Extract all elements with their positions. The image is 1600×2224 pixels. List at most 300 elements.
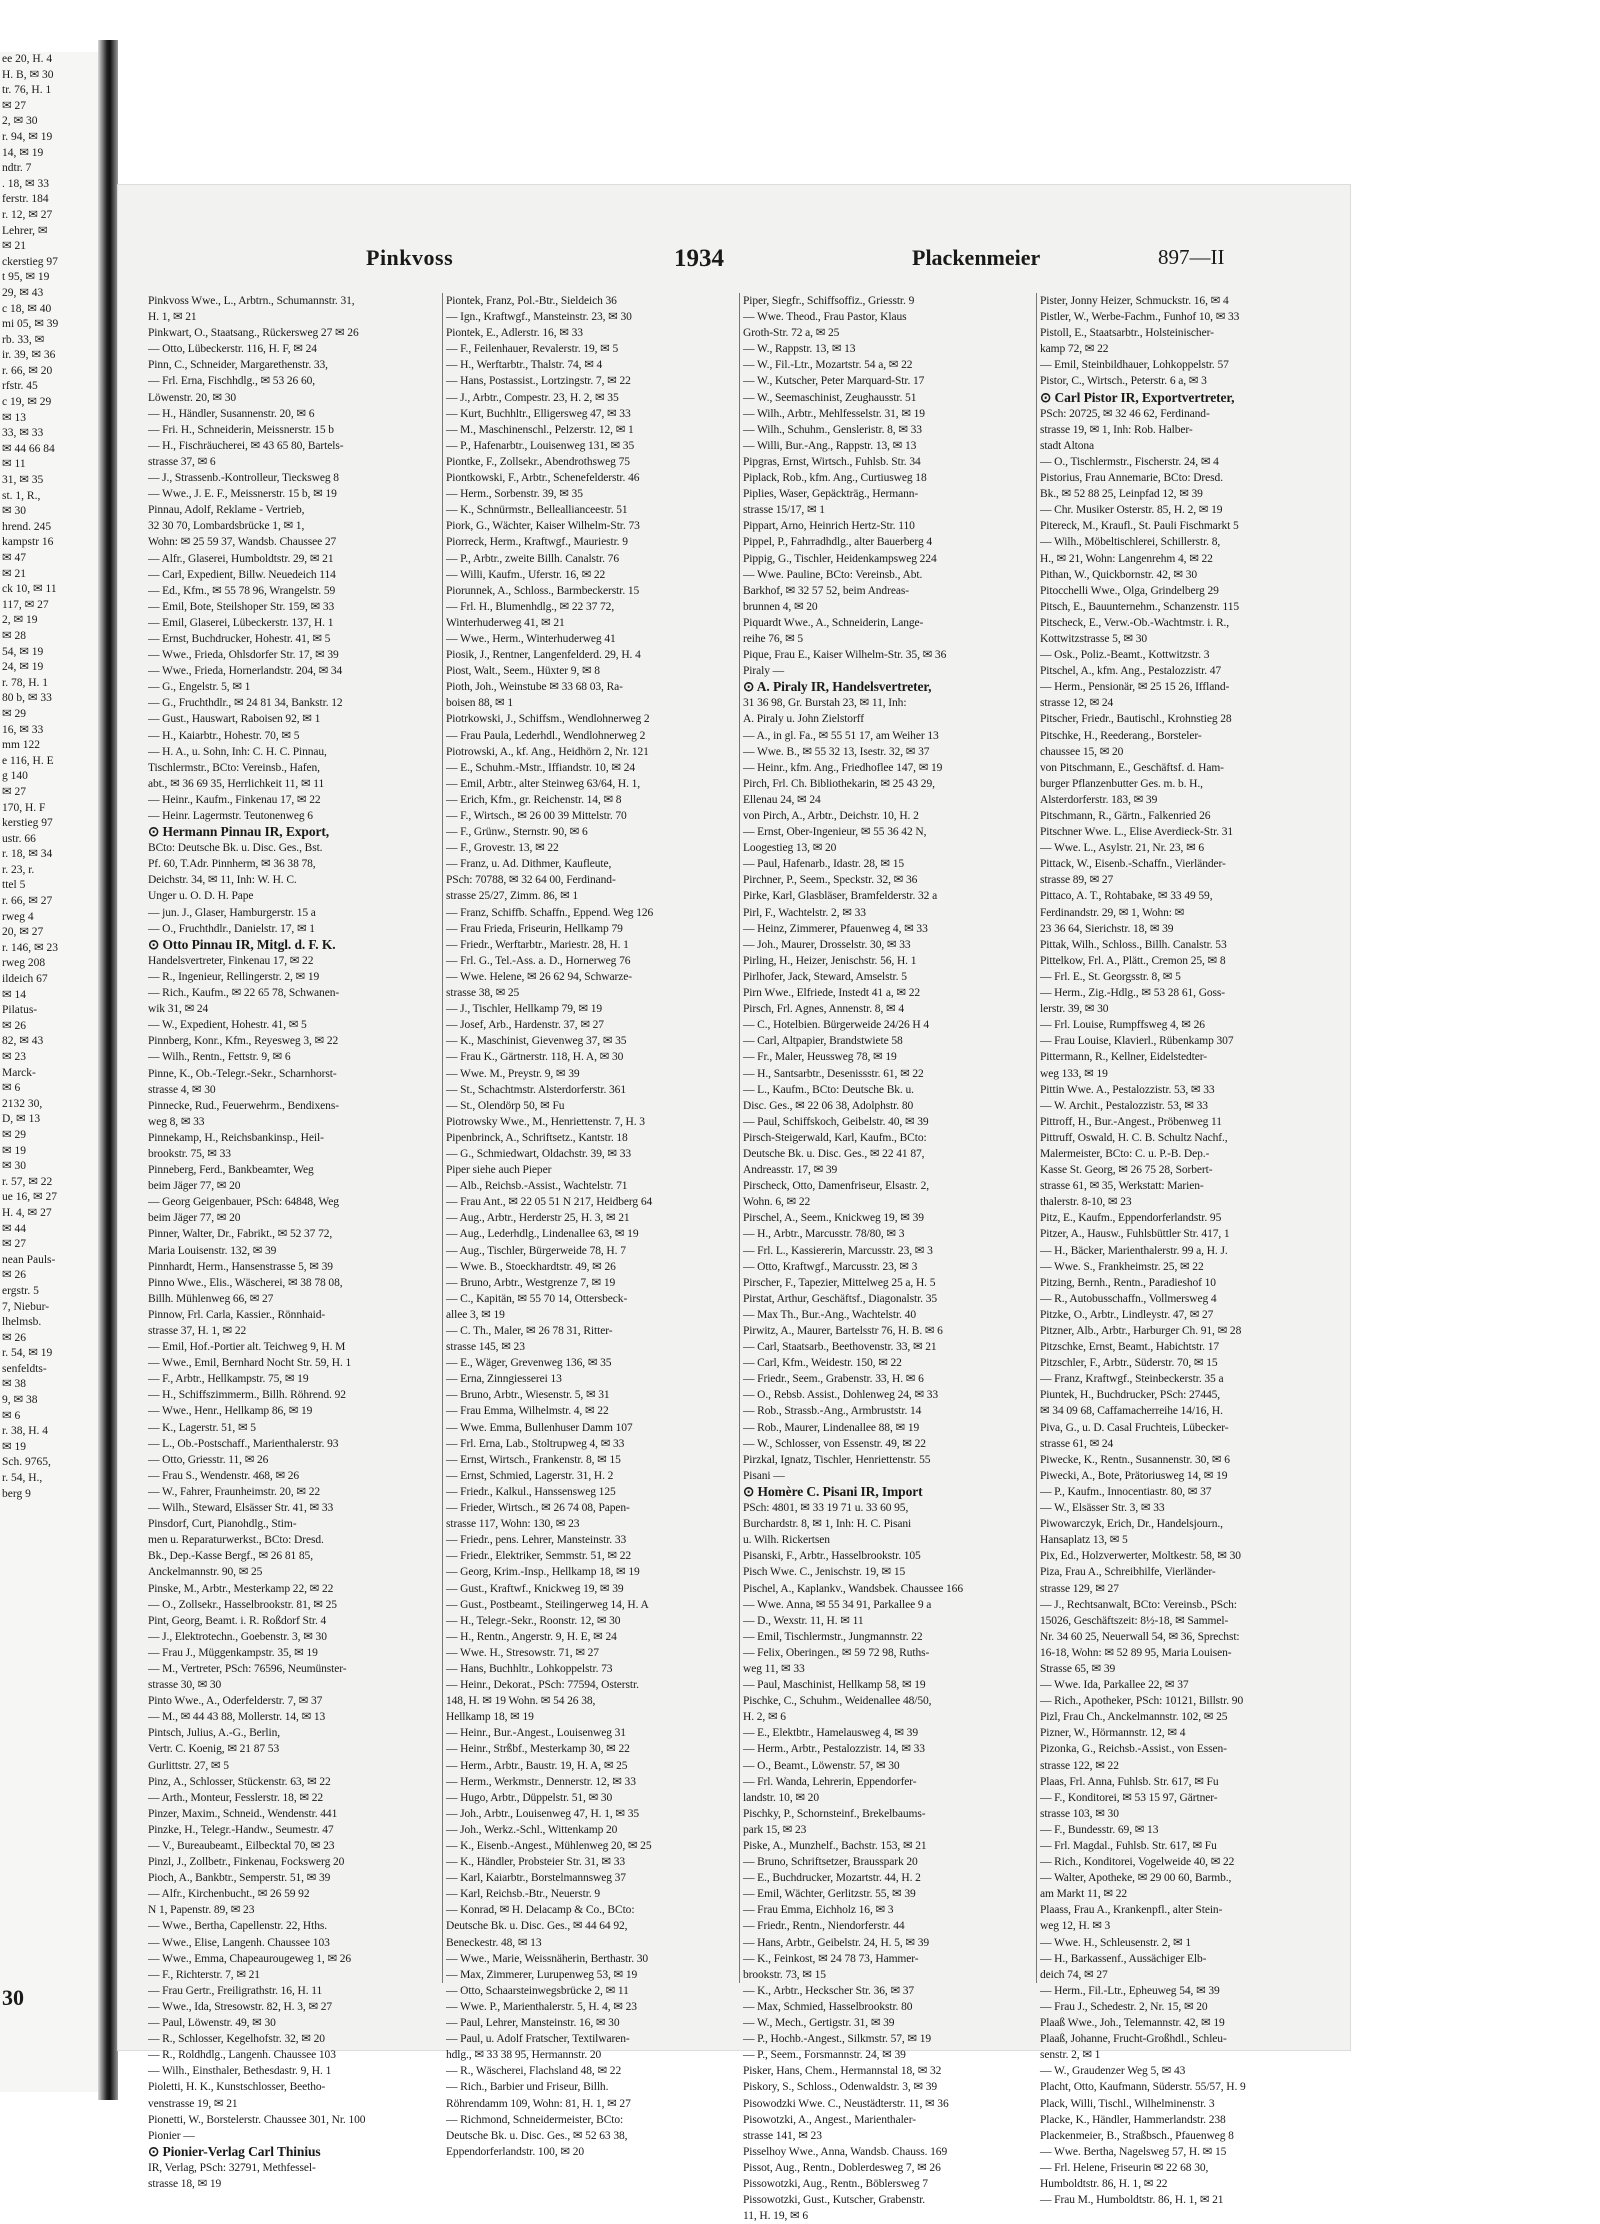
directory-entry-line: — Arth., Monteur, Fesslerstr. 18, ✉ 22: [148, 1791, 323, 1804]
previous-page-line: mm 122: [2, 739, 41, 752]
directory-entry-line: strasse 30, ✉ 30: [148, 1679, 222, 1692]
directory-entry-line: — Gust., Kraftwf., Knickweg 19, ✉ 39: [446, 1582, 624, 1595]
previous-page-line: tr. 76, H. 1: [2, 84, 52, 97]
directory-entry-line: — Wwe. Theod., Frau Pastor, Klaus: [743, 311, 907, 324]
directory-entry-line: — M., ✉ 44 43 88, Mollerstr. 14, ✉ 13: [148, 1711, 326, 1724]
directory-entry-line: Winterhuderweg 41, ✉ 21: [446, 616, 565, 629]
previous-page-line: ✉ 44 66 84: [2, 442, 55, 455]
directory-column-1: [148, 293, 438, 2190]
directory-entry-line: — Wwe., Marie, Weissnäherin, Berthastr. 30: [446, 1952, 649, 1965]
directory-entry-line: Plaas, Frl. Anna, Fuhlsb. Str. 617, ✉ Fu: [1040, 1775, 1219, 1788]
directory-entry-line: Pissowotzki, Aug., Rentn., Böblersweg 7: [743, 2177, 928, 2190]
directory-entry-line: Barkhof, ✉ 32 57 52, beim Andreas-: [743, 584, 909, 597]
previous-page-line: ✉ 19: [2, 1144, 27, 1157]
directory-entry-line: Piza, Frau A., Schreibhilfe, Vierländer-: [1040, 1566, 1216, 1579]
directory-entry-line: Piwecke, K., Rentn., Susannenstr. 30, ✉ 6: [1040, 1453, 1230, 1466]
directory-entry-line: — H., Kaiarbtr., Hohestr. 70, ✉ 5: [148, 729, 300, 742]
directory-entry-line: — E., Buchdrucker, Mozartstr. 44, H. 2: [743, 1872, 921, 1885]
directory-entry-line: Vertr. C. Koenig, ✉ 21 87 53: [148, 1743, 280, 1756]
previous-page-line: Lehrer, ✉: [2, 224, 48, 237]
directory-entry-line: — Richmond, Schneidermeister, BCto:: [446, 2113, 624, 2126]
directory-entry-line: Pizner, W., Hörmannstr. 12, ✉ 4: [1040, 1727, 1186, 1740]
directory-entry-line: — Frl. Magdal., Fuhlsb. Str. 617, ✉ Fu: [1040, 1840, 1217, 1852]
directory-entry-line: strasse 12, ✉ 24: [1040, 697, 1114, 710]
previous-page-line: e 116, H. E: [2, 754, 54, 767]
directory-entry-line: — H., Bäcker, Marienthalerstr. 99 a, H. J.: [1040, 1244, 1228, 1257]
directory-entry-line: Placke, K., Händler, Hammerlandstr. 238: [1040, 2113, 1226, 2126]
directory-entry-line: weg 11, ✉ 33: [743, 1662, 805, 1675]
directory-entry-line: — Wwe., Emma, Chapeaurougeweg 1, ✉ 26: [148, 1952, 352, 1965]
directory-entry-line: — K., Händler, Probsteier Str. 31, ✉ 33: [446, 1856, 626, 1869]
directory-entry-line: abt., ✉ 36 69 35, Herrlichkeit 11, ✉ 11: [148, 777, 325, 790]
directory-entry-line: Nr. 34 60 25, Neuerwall 54, ✉ 36, Sprechst:: [1040, 1630, 1240, 1643]
previous-page-lines: [0, 52, 108, 1502]
directory-entry-line: Pinner, Walter, Dr., Fabrikt., ✉ 52 37 72,: [148, 1228, 333, 1241]
directory-entry-line: — Bruno, Arbtr., Westgrenze 7, ✉ 19: [446, 1276, 616, 1289]
directory-entry-line: Piorreck, Herm., Kraftwgf., Mauriestr. 9: [446, 536, 628, 549]
column-divider: [739, 293, 740, 1983]
directory-entry-line: Pizonka, G., Reichsb.-Assist., von Essen-: [1040, 1743, 1227, 1756]
directory-entry-line: — Gust., Hauswart, Raboisen 92, ✉ 1: [148, 713, 321, 726]
directory-entry-line: Röhrendamm 109, Wohn: 81, H. 1, ✉ 27: [446, 2097, 631, 2110]
directory-entry-line: thalerstr. 8-10, ✉ 23: [1040, 1196, 1132, 1209]
directory-entry-line: — Aug., Lederhdlg., Lindenallee 63, ✉ 19: [446, 1228, 639, 1241]
directory-entry-line: Pinnecke, Rud., Feuerwehrm., Bendixens-: [148, 1099, 339, 1112]
directory-entry-line: — Paul, Schiffskoch, Geibelstr. 40, ✉ 39: [743, 1115, 929, 1128]
directory-entry-line: — Wwe. H., Schleusenstr. 2, ✉ 1: [1040, 1936, 1192, 1949]
directory-entry-line: — Emil, Steinbildhauer, Lohkoppelstr. 57: [1040, 359, 1229, 372]
directory-entry-line: strasse 61, ✉ 35, Werkstatt: Marien-: [1040, 1180, 1204, 1193]
directory-entry-line: — Ernst, Schmied, Lagerstr. 31, H. 2: [446, 1469, 614, 1482]
directory-entry-line: Billh. Mühlenweg 66, ✉ 27: [148, 1292, 274, 1305]
directory-entry-line: Pinne, K., Ob.-Telegr.-Sekr., Scharnhorst-: [148, 1067, 337, 1080]
directory-entry-line: — Wwe. Anna, ✉ 55 34 91, Parkallee 9 a: [743, 1598, 932, 1611]
directory-entry-line: ⊙ A. Piraly IR, Handelsvertreter,: [743, 679, 932, 695]
directory-entry-line: — Osk., Poliz.-Beamt., Kottwitzstr. 3: [1040, 649, 1210, 662]
directory-entry-line: Pinnekamp, H., Reichsbankinsp., Heil-: [148, 1131, 324, 1144]
directory-entry-line: Pittruff, Oswald, H. C. B. Schultz Nachf.,: [1040, 1131, 1228, 1144]
directory-entry-line: boisen 88, ✉ 1: [446, 697, 514, 710]
previous-page-line: 2, ✉ 30: [2, 115, 38, 128]
previous-page-line: ✉ 26: [2, 1019, 27, 1032]
previous-page-line: H. B, ✉ 30: [2, 68, 54, 81]
directory-entry-line: Pizl, Frau Ch., Anckelmannstr. 102, ✉ 25: [1040, 1711, 1228, 1724]
previous-page-line: ✉ 6: [2, 1409, 21, 1422]
directory-entry-line: — R., Schlosser, Kegelhofstr. 32, ✉ 20: [148, 2033, 325, 2046]
directory-entry-line: Pister, Jonny Heizer, Schmuckstr. 16, ✉ 4: [1040, 295, 1229, 307]
directory-entry-line: Pippel, P., Fahrradhdlg., alter Bauerberg 4: [743, 536, 933, 549]
previous-page-line: 54, ✉ 19: [2, 645, 44, 658]
previous-page-line: ee 20, H. 4: [2, 53, 53, 65]
directory-entry-line: Pithan, W., Quickbornstr. 42, ✉ 30: [1040, 568, 1198, 581]
directory-entry-line: Pinnberg, Konr., Kfm., Reyesweg 3, ✉ 22: [148, 1035, 339, 1048]
directory-entry-line: — Erna, Zinngiesserei 13: [446, 1373, 562, 1386]
directory-entry-line: — H., Rentn., Angerstr. 9, H. E, ✉ 24: [446, 1630, 617, 1643]
directory-entry-line: — F., Grovestr. 13, ✉ 22: [446, 842, 559, 855]
directory-entry-line: Piplack, Rob., kfm. Ang., Curtiusweg 18: [743, 472, 927, 485]
directory-entry-line: — Otto, Lübeckerstr. 116, H. F, ✉ 24: [148, 343, 317, 356]
directory-entry-line: — Heinr. Lagermstr. Teutonenweg 6: [148, 810, 313, 822]
directory-entry-line: Pissot, Aug., Rentn., Doblerdesweg 7, ✉ 26: [743, 2161, 941, 2174]
directory-entry-line: — Wwe., Frieda, Hornerlandstr. 204, ✉ 34: [148, 665, 343, 678]
directory-entry-line: Piontkowski, F., Arbtr., Schenefelderstr. 46: [446, 472, 640, 485]
directory-entry-line: — Wwe. B., ✉ 55 32 13, Isestr. 32, ✉ 37: [743, 745, 930, 758]
directory-entry-line: — Herm., Pensionär, ✉ 25 15 26, Iffland-: [1040, 681, 1230, 694]
directory-entry-line: — W., Rappstr. 13, ✉ 13: [743, 343, 856, 356]
directory-entry-line: Pix, Ed., Holzverwerter, Moltkestr. 58, ✉ 30: [1040, 1550, 1241, 1563]
directory-entry-line: — Emil, Bote, Steilshoper Str. 159, ✉ 33: [148, 600, 335, 613]
directory-entry-line: Bk., ✉ 52 88 25, Leinpfad 12, ✉ 39: [1040, 488, 1203, 501]
directory-entry-line: senstr. 2, ✉ 1: [1040, 2049, 1101, 2062]
previous-page-line: r. 23, r.: [2, 863, 35, 876]
directory-entry-line: Eppendorferlandstr. 100, ✉ 20: [446, 2145, 584, 2158]
previous-page-line: g 140: [2, 770, 28, 783]
previous-page-line: ✉ 6: [2, 1082, 21, 1095]
directory-entry-line: — G., Fruchthdlr., ✉ 24 81 34, Bankstr. 12: [148, 697, 343, 710]
directory-entry-line: — W., Graudenzer Weg 5, ✉ 43: [1040, 2065, 1186, 2078]
directory-entry-line: Piquardt Wwe., A., Schneiderin, Lange-: [743, 616, 924, 629]
directory-entry-line: — Wwe. Emma, Bullenhuser Damm 107: [446, 1421, 633, 1434]
directory-entry-line: Pinzer, Maxim., Schneid., Wendenstr. 441: [148, 1807, 338, 1820]
directory-entry-line: Pinto Wwe., A., Oderfelderstr. 7, ✉ 37: [148, 1695, 323, 1708]
directory-entry-line: Pittroff, H., Bur.-Angest., Pröbenweg 11: [1040, 1115, 1222, 1128]
directory-entry-line: Pirl, F., Wachtelstr. 2, ✉ 33: [743, 906, 866, 919]
directory-entry-line: — P., Hochb.-Angest., Silkmstr. 57, ✉ 19: [743, 2033, 932, 2046]
previous-page-line: Sch. 9765,: [2, 1456, 51, 1469]
directory-entry-line: Pitschmann, R., Gärtn., Falkenried 26: [1040, 810, 1211, 822]
directory-entry-line: — Wwe., Frieda, Ohlsdorfer Str. 17, ✉ 39: [148, 649, 339, 662]
directory-entry-line: strasse 19, ✉ 1, Inh: Rob. Halber-: [1040, 423, 1193, 436]
directory-entry-line: — Frau M., Humboldtstr. 86, H. 1, ✉ 21: [1040, 2194, 1224, 2207]
previous-page-line: ergstr. 5: [2, 1284, 39, 1297]
directory-entry-line: — F., Richterstr. 7, ✉ 21: [148, 1968, 260, 1981]
directory-entry-line: Pittaco, A. T., Rohtabake, ✉ 33 49 59,: [1040, 890, 1213, 903]
directory-entry-line: Pirling, H., Heizer, Jenischstr. 56, H. 1: [743, 954, 917, 967]
directory-entry-line: Pistor, C., Wirtsch., Peterstr. 6 a, ✉ 3: [1040, 375, 1207, 388]
directory-entry-line: — Joh., Arbtr., Louisenweg 47, H. 1, ✉ 35: [446, 1807, 640, 1820]
directory-entry-line: — Frl. H., Blumenhdlg., ✉ 22 37 72,: [446, 600, 615, 613]
directory-entry-line: — W., Fil.-Ltr., Mozartstr. 54 a, ✉ 22: [743, 359, 913, 372]
directory-entry-line: Wohn: ✉ 25 59 37, Wandsb. Chaussee 27: [148, 536, 337, 549]
directory-entry-line: von Pirch, A., Arbtr., Deichstr. 10, H. 2: [743, 810, 919, 822]
directory-entry-line: — F., Konditorei, ✉ 53 15 97, Gärtner-: [1040, 1791, 1218, 1804]
directory-entry-line: — Wilh., Einsthaler, Bethesdastr. 9, H. 1: [148, 2065, 332, 2078]
previous-page-line: r. 94, ✉ 19: [2, 130, 53, 143]
directory-entry-line: — F., Feilenhauer, Revalerstr. 19, ✉ 5: [446, 343, 619, 356]
directory-entry-line: Kottwitzstrasse 5, ✉ 30: [1040, 632, 1147, 645]
directory-entry-line: Pirlhofer, Jack, Steward, Amselstr. 5: [743, 970, 907, 983]
directory-entry-line: — Rich., Barbier und Friseur, Billh.: [446, 2081, 609, 2094]
previous-page-line: ✉ 21: [2, 240, 27, 253]
previous-page-line: D, ✉ 13: [2, 1113, 41, 1126]
directory-entry-line: venstrasse 19, ✉ 21: [148, 2097, 238, 2110]
previous-page-line: ✉ 44: [2, 1222, 27, 1235]
directory-column-4: [1040, 293, 1338, 2207]
directory-entry-line: — W., Fahrer, Fraunheimstr. 20, ✉ 22: [148, 1485, 320, 1498]
previous-page-line: kampstr 16: [2, 536, 54, 549]
directory-entry-line: — Hugo, Arbtr., Düppelstr. 51, ✉ 30: [446, 1791, 613, 1804]
directory-entry-line: strasse 37, ✉ 6: [148, 455, 216, 468]
directory-entry-line: — Wwe. P., Marienthalerstr. 5, H. 4, ✉ 23: [446, 2000, 637, 2013]
directory-entry-line: Pittack, W., Eisenb.-Schaffn., Vierländer-: [1040, 858, 1226, 871]
directory-entry-line: — W., Elsässer Str. 3, ✉ 33: [1040, 1502, 1165, 1515]
previous-page-line: rb. 33, ✉: [2, 333, 45, 346]
previous-page-line: r. 57, ✉ 22: [2, 1175, 53, 1188]
directory-entry-line: — Alfr., Kirchenbucht., ✉ 26 59 92: [148, 1888, 310, 1901]
directory-entry-line: — Emil, Glaserei, Lübeckerstr. 137, H. 1: [148, 616, 334, 629]
directory-entry-line: strasse 122, ✉ 22: [1040, 1759, 1119, 1772]
directory-entry-line: strasse 38, ✉ 25: [446, 987, 520, 1000]
directory-entry-line: beim Jäger 77, ✉ 20: [148, 1180, 241, 1193]
directory-entry-line: — H., Händler, Susannenstr. 20, ✉ 6: [148, 407, 315, 420]
header-year: 1934: [674, 245, 724, 272]
directory-entry-line: — Hans, Arbtr., Geibelstr. 24, H. 5, ✉ 39: [743, 1936, 930, 1949]
directory-entry-line: — Heinr., kfm. Ang., Friedhoflee 147, ✉ 19: [743, 761, 943, 774]
directory-entry-line: Pirn Wwe., Elfriede, Instedt 41 a, ✉ 22: [743, 987, 921, 1000]
directory-entry-line: brunnen 4, ✉ 20: [743, 600, 818, 613]
directory-entry-line: Pirchner, P., Seem., Speckstr. 32, ✉ 36: [743, 874, 918, 887]
directory-entry-line: — Wilh., Rentn., Fettstr. 9, ✉ 6: [148, 1051, 291, 1064]
directory-entry-line: weg 12, H. ✉ 3: [1040, 1920, 1111, 1933]
directory-entry-line: — W. Archit., Pestalozzistr. 53, ✉ 33: [1040, 1099, 1208, 1112]
directory-entry-line: — Otto, Griesstr. 11, ✉ 26: [148, 1453, 269, 1466]
previous-page-line: r. 54, ✉ 19: [2, 1347, 53, 1360]
directory-entry-line: — Paul, Löwenstr. 49, ✉ 30: [148, 2017, 276, 2030]
previous-page-line: 24, ✉ 19: [2, 661, 44, 674]
directory-entry-line: — Herm., Werkmstr., Dennerstr. 12, ✉ 33: [446, 1775, 636, 1788]
directory-entry-line: N 1, Papenstr. 89, ✉ 23: [148, 1904, 255, 1917]
previous-page-line: kerstieg 97: [2, 817, 53, 830]
directory-entry-line: — Frl. Erna, Lab., Stoltrupweg 4, ✉ 33: [446, 1437, 625, 1450]
directory-entry-line: Pistoll, E., Staatsarbtr., Holsteinischer-: [1040, 327, 1214, 340]
directory-entry-line: — Ernst, Buchdrucker, Hohestr. 41, ✉ 5: [148, 632, 331, 645]
previous-page-line: ferstr. 184: [2, 193, 49, 206]
directory-entry-line: — Otto, Schaarsteinwegsbrücke 2, ✉ 11: [446, 1984, 629, 1997]
directory-entry-line: Pinnhardt, Herm., Hansenstrasse 5, ✉ 39: [148, 1260, 333, 1273]
directory-entry-line: Piskory, S., Schloss., Odenwaldstr. 3, ✉ 39: [743, 2081, 938, 2094]
directory-entry-line: — Paul, Maschinist, Hellkamp 58, ✉ 19: [743, 1679, 926, 1692]
directory-entry-line: — M., Vertreter, PSch: 76596, Neumünster-: [148, 1662, 347, 1675]
directory-entry-line: PSch: 4801, ✉ 33 19 71 u. 33 60 95,: [743, 1502, 909, 1515]
directory-entry-line: men u. Reparaturwerkst., BCto: Dresd.: [148, 1534, 324, 1547]
directory-entry-line: Pinzke, H., Telegr.-Handw., Seumestr. 47: [148, 1823, 334, 1836]
directory-entry-line: strasse 89, ✉ 27: [1040, 874, 1114, 887]
directory-entry-line: Pionetti, W., Borstelerstr. Chaussee 301, Nr. 100: [148, 2113, 366, 2126]
previous-page-line: ckerstieg 97: [2, 255, 58, 268]
directory-entry-line: — Frl. Helene, Friseurin ✉ 22 68 30,: [1040, 2161, 1209, 2174]
directory-entry-line: — E., Schuhm.-Mstr., Iffiandstr. 10, ✉ 24: [446, 761, 635, 774]
directory-entry-line: Pinz, A., Schlosser, Stückenstr. 63, ✉ 22: [148, 1775, 331, 1788]
previous-page-line: hrend. 245: [2, 520, 52, 533]
directory-entry-line: — Georg Geigenbauer, PSch: 64848, Weg: [148, 1196, 339, 1209]
directory-entry-line: — Franz, Schiffb. Schaffn., Eppend. Weg 126: [446, 906, 654, 919]
directory-entry-line: Plaaß Wwe., Joh., Telemannstr. 42, ✉ 19: [1040, 2017, 1225, 2030]
previous-page-line: 20, ✉ 27: [2, 926, 44, 939]
directory-entry-line: strasse 117, Wohn: 130, ✉ 23: [446, 1518, 580, 1531]
previous-page-line: ✉ 26: [2, 1269, 27, 1282]
directory-entry-line: — Felix, Oberingen., ✉ 59 72 98, Ruths-: [743, 1646, 930, 1659]
directory-entry-line: — K., Feinkost, ✉ 24 78 73, Hammer-: [743, 1952, 919, 1965]
directory-entry-line: — C., Hotelbien. Bürgerweide 24/26 H 4: [743, 1019, 930, 1032]
directory-entry-line: — Wwe. S., Frankheimstr. 25, ✉ 22: [1040, 1260, 1204, 1273]
directory-entry-line: — Wwe. M., Preystr. 9, ✉ 39: [446, 1067, 580, 1080]
previous-page-line: r. 146, ✉ 23: [2, 941, 58, 954]
directory-entry-line: 148, H. ✉ 19 Wohn. ✉ 54 26 38,: [446, 1695, 596, 1708]
directory-entry-line: Pirscheck, Otto, Damenfriseur, Elsastr. 2,: [743, 1180, 930, 1193]
directory-column-3: [743, 293, 1033, 2223]
previous-page-line: ✉ 14: [2, 988, 27, 1001]
directory-entry-line: — Max, Zimmerer, Lurupenweg 53, ✉ 19: [446, 1968, 638, 1981]
directory-entry-line: Pitzschler, F., Arbtr., Süderstr. 70, ✉ 15: [1040, 1357, 1218, 1370]
directory-entry-line: Strasse 65, ✉ 39: [1040, 1662, 1116, 1675]
directory-entry-line: — Carl, Altpapier, Brandstwiete 58: [743, 1035, 903, 1048]
previous-page-number: 30: [2, 1985, 24, 2010]
directory-entry-line: — Hans, Postassist., Lortzingstr. 7, ✉ 22: [446, 375, 631, 388]
directory-entry-line: Pinkwart, O., Staatsang., Rückersweg 27 ✉ 26: [148, 327, 359, 340]
directory-entry-line: Handelsvertreter, Finkenau 17, ✉ 22: [148, 954, 314, 967]
directory-entry-line: Piontke, F., Zollsekr., Abendrothsweg 75: [446, 455, 630, 468]
directory-entry-line: Pint, Georg, Beamt. i. R. Roßdorf Str. 4: [148, 1614, 327, 1627]
directory-entry-line: Kasse St. Georg, ✉ 26 75 28, Sorbert-: [1040, 1164, 1213, 1177]
directory-entry-line: Pischke, C., Schuhm., Weidenallee 48/50,: [743, 1695, 932, 1708]
previous-page-line: c 19, ✉ 29: [2, 396, 52, 409]
directory-entry-line: — Friedr., pens. Lehrer, Mansteinstr. 33: [446, 1534, 627, 1547]
directory-entry-line: Alsterdorferstr. 183, ✉ 39: [1040, 793, 1158, 806]
directory-entry-line: Groth-Str. 72 a, ✉ 25: [743, 327, 840, 340]
directory-entry-line: Pinnau, Adolf, Reklame - Vertrieb,: [148, 504, 305, 517]
directory-entry-line: Pinsdorf, Curt, Pianohdlg., Stim-: [148, 1518, 297, 1531]
directory-entry-line: — Willi, Bur.-Ang., Rappstr. 13, ✉ 13: [743, 439, 917, 452]
previous-page-line: ir. 39, ✉ 36: [2, 349, 56, 362]
directory-entry-line: — Aug., Arbtr., Herderstr 25, H. 3, ✉ 21: [446, 1212, 630, 1225]
directory-entry-line: Pitscheck, E., Verw.-Ob.-Wachtmstr. i. R.,: [1040, 616, 1230, 629]
directory-entry-line: — Frau S., Wendenstr. 468, ✉ 26: [148, 1469, 300, 1482]
directory-entry-line: — K., Arbtr., Heckscher Str. 36, ✉ 37: [743, 1984, 915, 1997]
directory-entry-line: H. 2, ✉ 6: [743, 1711, 786, 1724]
previous-page-line: rfstr. 45: [2, 380, 38, 393]
previous-page-line: rweg 208: [2, 957, 46, 970]
previous-page-line: lhelmsb.: [2, 1316, 42, 1329]
directory-entry-line: BCto: Deutsche Bk. u. Disc. Ges., Bst.: [148, 842, 323, 855]
directory-entry-line: — L., Ob.-Postschaff., Marienthalerstr. 93: [148, 1437, 339, 1450]
directory-entry-line: weg 8, ✉ 33: [148, 1115, 205, 1128]
directory-entry-line: — Kurt, Buchhltr., Elligersweg 47, ✉ 33: [446, 407, 631, 420]
directory-entry-line: A. Piraly u. John Zielstorff: [743, 713, 864, 726]
directory-entry-line: — Wwe., Elise, Langenh. Chaussee 103: [148, 1936, 330, 1949]
directory-entry-line: — P., Seem., Forsmannstr. 24, ✉ 39: [743, 2049, 906, 2062]
directory-entry-line: Pinnow, Frl. Carla, Kassier., Rönnhaid-: [148, 1308, 326, 1321]
previous-page-line: 16, ✉ 33: [2, 723, 44, 736]
previous-page-line: ✉ 30: [2, 505, 27, 518]
directory-entry-line: Piraly —: [743, 665, 785, 678]
directory-entry-line: — K., Maschinist, Gievenweg 37, ✉ 35: [446, 1035, 627, 1048]
previous-page-line: 117, ✉ 27: [2, 598, 49, 611]
directory-entry-line: Piotrowski, A., kf. Ang., Heidhörn 2, Nr. 121: [446, 745, 649, 758]
directory-entry-line: — Herm., Zig.-Hdlg., ✉ 53 28 61, Goss-: [1040, 987, 1226, 1000]
directory-entry-line: — H., Telegr.-Sekr., Roonstr. 12, ✉ 30: [446, 1614, 621, 1627]
directory-entry-line: — C. Th., Maler, ✉ 26 78 31, Ritter-: [446, 1325, 613, 1337]
directory-entry-line: — Chr. Musiker Osterstr. 85, H. 2, ✉ 19: [1040, 504, 1223, 517]
directory-entry-line: — Wwe. Helene, ✉ 26 62 94, Schwarze-: [446, 970, 632, 983]
directory-entry-line: — Friedr., Seem., Grabenstr. 33, H. ✉ 6: [743, 1373, 924, 1386]
directory-entry-line: — Wwe. Pauline, BCto: Vereinsb., Abt.: [743, 568, 923, 581]
directory-entry-line: — O., Fruchthdlr., Danielstr. 17, ✉ 1: [148, 922, 315, 935]
directory-entry-line: Bk., Dep.-Kasse Bergf., ✉ 26 81 85,: [148, 1550, 313, 1563]
directory-entry-line: strasse 61, ✉ 24: [1040, 1437, 1114, 1450]
directory-entry-line: hdlg., ✉ 33 38 95, Hermannstr. 20: [446, 2049, 602, 2062]
directory-entry-line: Pittak, Wilh., Schloss., Billh. Canalstr. 53: [1040, 938, 1227, 951]
directory-entry-line: — H., Santsarbtr., Desenissstr. 61, ✉ 22: [743, 1067, 924, 1080]
directory-entry-line: ⊙ Carl Pistor IR, Exportvertreter,: [1040, 389, 1235, 405]
directory-entry-line: Pirzkal, Ignatz, Tischler, Henriettenstr. 55: [743, 1453, 931, 1466]
directory-entry-line: Pirschel, A., Seem., Knickweg 19, ✉ 39: [743, 1212, 924, 1225]
directory-entry-line: wik 31, ✉ 24: [148, 1003, 209, 1016]
directory-entry-line: — Walter, Apotheke, ✉ 29 00 60, Barmb.,: [1040, 1872, 1232, 1885]
directory-entry-line: — Ign., Kraftwgf., Mansteinstr. 23, ✉ 30: [446, 311, 632, 324]
directory-entry-line: — Wwe. B., Stoeckhardtstr. 49, ✉ 26: [446, 1260, 616, 1273]
directory-entry-line: Pisowotzki, A., Angest., Marienthaler-: [743, 2113, 916, 2126]
directory-entry-line: 11, H. 19, ✉ 6: [743, 2210, 808, 2223]
directory-entry-line: 16-18, Wohn: ✉ 52 89 95, Maria Louisen-: [1040, 1646, 1232, 1659]
page-header: [118, 245, 1350, 285]
directory-entry-line: Pioth, Joh., Weinstube ✉ 33 68 03, Ra-: [446, 681, 623, 694]
previous-page-line: ✉ 29: [2, 707, 27, 720]
previous-page-line: c 18, ✉ 40: [2, 302, 52, 315]
directory-entry-line: — F., Grünw., Sternstr. 90, ✉ 6: [446, 826, 588, 839]
directory-entry-line: — W., Expedient, Hohestr. 41, ✉ 5: [148, 1019, 307, 1032]
directory-entry-line: — K., Eisenb.-Angest., Mühlenweg 20, ✉ 25: [446, 1840, 652, 1852]
directory-entry-line: Beneckestr. 48, ✉ 13: [446, 1936, 542, 1949]
directory-entry-line: PSch: 70788, ✉ 32 64 00, Ferdinand-: [446, 874, 616, 887]
directory-entry-line: ⊙ Otto Pinnau IR, Mitgl. d. F. K.: [148, 936, 336, 952]
directory-entry-line: — Wwe., Henr., Hellkamp 86, ✉ 19: [148, 1405, 313, 1418]
directory-entry-line: — Bruno, Arbtr., Wiesenstr. 5, ✉ 31: [446, 1389, 610, 1402]
directory-entry-line: — R., Roldhdlg., Langenh. Chaussee 103: [148, 2049, 336, 2062]
directory-entry-line: — Erich, Kfm., gr. Reichenstr. 14, ✉ 8: [446, 793, 622, 806]
directory-entry-line: — Frau J., Müggenkampstr. 35, ✉ 19: [148, 1646, 318, 1659]
directory-entry-line: von Pitschmann, E., Geschäftsf. d. Ham-: [1040, 761, 1224, 774]
previous-page-line: 2132 30,: [2, 1097, 43, 1110]
directory-entry-line: Piork, G., Wächter, Kaiser Wilhelm-Str. 73: [446, 520, 640, 533]
directory-entry-line: — Ernst, Wirtsch., Frankenstr. 8, ✉ 15: [446, 1453, 621, 1466]
previous-page-line: ue 16, ✉ 27: [2, 1191, 57, 1204]
directory-entry-line: Pisani —: [743, 1469, 785, 1482]
directory-entry-line: — H., Schiffszimmerm., Billh. Röhrend. 92: [148, 1389, 346, 1402]
directory-entry-line: Maria Louisenstr. 132, ✉ 39: [148, 1244, 277, 1257]
directory-entry-line: — St., Olendörp 50, ✉ Fu: [446, 1099, 565, 1112]
directory-entry-line: Pitsch, E., Bauunternehm., Schanzenstr. 115: [1040, 600, 1240, 613]
previous-page-line: r. 38, H. 4: [2, 1425, 48, 1438]
directory-entry-line: — Frau Emma, Wilhelmstr. 4, ✉ 22: [446, 1405, 609, 1418]
directory-entry-line: Pirwitz, A., Maurer, Bartelsstr 76, H. B. ✉ 6: [743, 1325, 943, 1337]
directory-entry-line: Pitereck, M., Kraufl., St. Pauli Fischmarkt 5: [1040, 520, 1239, 533]
directory-entry-line: Pitz, E., Kaufm., Eppendorferlandstr. 95: [1040, 1212, 1222, 1225]
directory-entry-line: Pipenbrinck, A., Schriftsetz., Kantstr. 18: [446, 1131, 628, 1144]
directory-entry-line: — Paul, Lehrer, Mansteinstr. 16, ✉ 30: [446, 2017, 620, 2030]
directory-entry-line: — jun. J., Glaser, Hamburgerstr. 15 a: [148, 906, 316, 919]
directory-entry-line: — Georg, Krim.-Insp., Hellkamp 18, ✉ 19: [446, 1566, 640, 1579]
directory-entry-line: Unger u. O. D. H. Pape: [148, 890, 254, 903]
directory-entry-line: Plaaß, Johanne, Frucht-Großhdl., Schleu-: [1040, 2033, 1227, 2046]
directory-entry-line: Pistler, W., Werbe-Fachm., Funhof 10, ✉ 33: [1040, 311, 1240, 324]
directory-entry-line: — Frl. Wanda, Lehrerin, Eppendorfer-: [743, 1775, 917, 1788]
directory-entry-line: Piosik, J., Rentner, Langenfelderd. 29, H. 4: [446, 649, 641, 662]
directory-entry-line: — Wilh., Möbeltischlerei, Schillerstr. 8,: [1040, 536, 1221, 549]
directory-entry-line: chaussee 15, ✉ 20: [1040, 745, 1124, 758]
directory-entry-line: Piontek, E., Adlerstr. 16, ✉ 33: [446, 327, 583, 340]
directory-entry-line: Pisowodzki Wwe. C., Neustädterstr. 11, ✉ 36: [743, 2097, 949, 2110]
directory-entry-line: Hansaplatz 13, ✉ 5: [1040, 1534, 1128, 1547]
